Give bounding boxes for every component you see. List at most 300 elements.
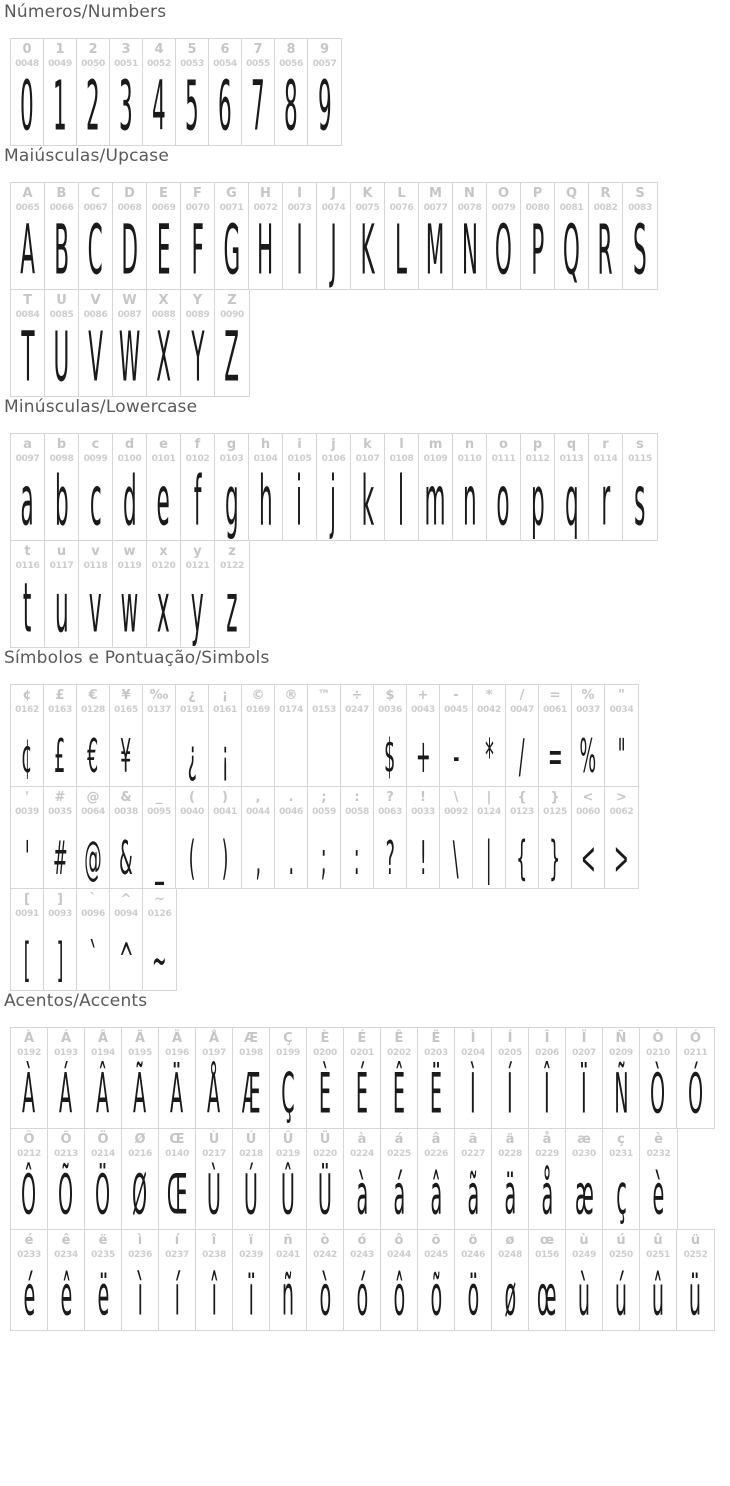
font-glyph: _ [154, 831, 164, 886]
glyph-cell-header [381, 1230, 417, 1261]
glyph-cell-header [110, 787, 142, 818]
char-label: $ [385, 688, 395, 703]
char-code: 0249 [572, 1250, 596, 1260]
glyph-cell [176, 39, 209, 145]
glyph-area [640, 1160, 677, 1229]
glyph-area [555, 460, 588, 541]
glyph-cell-header [143, 685, 175, 716]
glyph-cell-header [209, 685, 241, 716]
char-code: 0093 [48, 909, 72, 919]
char-code: 0064 [81, 807, 105, 817]
char-code: 0054 [213, 59, 237, 69]
char-code: 0043 [411, 705, 435, 715]
char-label: \ [453, 790, 459, 805]
glyph-cell [385, 434, 419, 540]
font-glyph: õ [430, 1264, 442, 1329]
glyph-area [77, 920, 109, 990]
char-code: 0206 [535, 1048, 559, 1058]
glyph-cell [521, 434, 555, 540]
glyph-area [181, 209, 214, 290]
char-code: 0198 [239, 1048, 263, 1058]
char-code: 0192 [17, 1048, 41, 1058]
font-glyph: h [258, 460, 273, 541]
char-code: 0049 [48, 59, 72, 69]
char-label: ñ [283, 1233, 293, 1248]
font-glyph: v [89, 567, 102, 648]
char-label: ü [690, 1233, 701, 1248]
glyph-area [529, 1261, 565, 1330]
char-label: Î [544, 1031, 550, 1046]
font-glyph: Í [507, 1062, 513, 1127]
font-glyph: Ô [21, 1163, 37, 1228]
font-glyph: ¿ [187, 729, 197, 784]
glyph-area [196, 1261, 232, 1330]
glyph-area [159, 1059, 195, 1128]
char-code: 0251 [646, 1250, 670, 1260]
char-label: v [91, 544, 100, 559]
char-code: 0061 [543, 705, 567, 715]
glyph-cell [110, 685, 143, 786]
char-label: Ü [319, 1132, 331, 1147]
glyph-cell [677, 1230, 714, 1330]
font-glyph: L [395, 209, 408, 290]
char-label: í [174, 1233, 180, 1248]
glyph-cell-header [640, 1129, 677, 1160]
char-code: 0048 [15, 59, 39, 69]
glyph-cell [196, 1230, 233, 1330]
glyph-cell [351, 434, 385, 540]
font-glyph: 8 [284, 65, 298, 146]
glyph-cell [440, 787, 473, 888]
glyph-cell [308, 39, 341, 145]
char-label: x [159, 544, 168, 559]
glyph-area [113, 460, 146, 541]
glyph-cell [572, 787, 605, 888]
glyph-area [381, 1160, 417, 1229]
glyph-cell [77, 889, 110, 990]
font-glyph: S [633, 209, 647, 290]
section-accents [4, 991, 730, 1331]
glyph-cell [605, 787, 638, 888]
glyph-table-row [10, 182, 658, 290]
glyph-area [11, 65, 43, 146]
char-code: 0072 [253, 203, 278, 213]
char-label: À [23, 1031, 35, 1046]
char-code: 0094 [114, 909, 138, 919]
char-label: 7 [253, 42, 263, 57]
glyph-area [307, 1059, 343, 1128]
font-glyph: @ [84, 831, 102, 886]
font-glyph: W [118, 316, 141, 397]
char-code: 0246 [461, 1250, 485, 1260]
glyph-area [381, 1261, 417, 1330]
font-glyph: ú [614, 1264, 628, 1329]
char-label: 0 [22, 42, 32, 57]
char-label: S [635, 186, 645, 201]
char-code: 0248 [498, 1250, 522, 1260]
char-label: Ù [208, 1132, 220, 1147]
char-label: _ [155, 790, 163, 805]
char-label: ( [189, 790, 195, 805]
glyph-cell-header [143, 889, 176, 920]
char-label: œ [539, 1233, 555, 1248]
glyph-cell [407, 685, 440, 786]
glyph-area [603, 1160, 639, 1229]
font-glyph: Û [280, 1163, 296, 1228]
glyph-area [44, 716, 76, 786]
glyph-cell-header [492, 1230, 528, 1261]
glyph-area [48, 1160, 84, 1229]
glyph-area [159, 1261, 195, 1330]
glyph-cell-header [640, 1028, 676, 1059]
glyph-cell-header [572, 787, 604, 818]
glyph-cell [529, 1028, 566, 1128]
font-glyph: ) [221, 831, 229, 886]
char-code: 0055 [246, 59, 270, 69]
glyph-area [506, 818, 538, 888]
font-glyph: Ï [581, 1062, 587, 1127]
char-code: 0058 [345, 807, 369, 817]
glyph-cell-header [506, 685, 538, 716]
font-glyph: Ò [650, 1062, 666, 1127]
font-glyph: 1 [53, 65, 67, 146]
glyph-area [44, 920, 76, 990]
char-code: 0059 [312, 807, 336, 817]
font-glyph: I [296, 209, 303, 290]
char-label: V [90, 293, 101, 308]
glyph-cell-header [381, 1028, 417, 1059]
font-glyph: 2 [86, 65, 100, 146]
glyph-cell-header [11, 787, 43, 818]
glyph-area [79, 460, 112, 541]
char-label: j [331, 437, 336, 452]
glyph-cell [487, 434, 521, 540]
char-code: 0229 [535, 1149, 559, 1159]
glyph-area [455, 1160, 491, 1229]
glyph-area [249, 209, 282, 290]
char-label: Ç [283, 1031, 293, 1046]
glyph-cell [555, 434, 589, 540]
char-code: 0174 [279, 705, 303, 715]
glyph-cell [79, 541, 113, 647]
font-glyph: g [224, 460, 239, 541]
glyph-cell [677, 1028, 714, 1128]
glyph-cell [308, 685, 341, 786]
char-label: R [600, 186, 611, 201]
char-code: 0110 [457, 454, 482, 464]
glyph-area [181, 316, 214, 397]
font-glyph: & [119, 831, 133, 886]
char-label: 5 [187, 42, 197, 57]
glyph-cell-header [11, 1028, 47, 1059]
char-label: T [23, 293, 32, 308]
char-label: ^ [120, 892, 132, 907]
glyph-cell [159, 1129, 196, 1229]
char-code: 0035 [48, 807, 72, 817]
glyph-area [566, 1261, 602, 1330]
font-glyph: 6 [218, 65, 232, 146]
glyph-table-row [10, 433, 658, 541]
char-label: i [297, 437, 302, 452]
glyph-cell [344, 1028, 381, 1128]
glyph-area [48, 1261, 84, 1330]
glyph-cell-header [242, 685, 274, 716]
glyph-area [110, 716, 142, 786]
char-code: 0137 [147, 705, 171, 715]
char-code: 0233 [17, 1250, 41, 1260]
font-glyph: ô [393, 1264, 405, 1329]
glyph-area [11, 1261, 47, 1330]
glyph-cell [589, 183, 623, 289]
char-code: 0224 [350, 1149, 374, 1159]
glyph-cell [418, 1230, 455, 1330]
glyph-cell-header [176, 787, 208, 818]
glyph-cell [566, 1129, 603, 1229]
font-glyph: ñ [281, 1264, 295, 1329]
glyph-cell [85, 1230, 122, 1330]
font-glyph: ò [319, 1264, 331, 1329]
glyph-area [492, 1261, 528, 1330]
char-label: ‰ [149, 688, 169, 703]
glyph-area [85, 1160, 121, 1229]
font-glyph: 9 [317, 65, 332, 146]
glyph-area [640, 1059, 676, 1128]
glyph-area [233, 1160, 269, 1229]
char-code: 0111 [491, 454, 516, 464]
char-label: m [428, 437, 443, 452]
char-code: 0085 [49, 310, 74, 320]
char-code: 0126 [147, 909, 172, 919]
glyph-area [307, 1160, 343, 1229]
font-glyph: ã [467, 1163, 479, 1228]
glyph-area [492, 1059, 528, 1128]
glyph-cell [147, 183, 181, 289]
char-code: 0205 [498, 1048, 522, 1058]
char-label: ï [248, 1233, 254, 1248]
char-code: 0247 [345, 705, 369, 715]
char-label: ã [468, 1132, 478, 1147]
font-glyph: æ [574, 1163, 594, 1228]
char-label: u [56, 544, 67, 559]
glyph-cell [275, 685, 308, 786]
glyph-area [44, 65, 76, 146]
char-code: 0201 [350, 1048, 374, 1058]
font-glyph: è [652, 1163, 665, 1228]
glyph-cell [270, 1129, 307, 1229]
font-glyph: # [52, 831, 68, 886]
char-label: : [354, 790, 360, 805]
glyph-cell [418, 1129, 455, 1229]
font-glyph: â [430, 1163, 442, 1228]
font-glyph: Ø [132, 1163, 148, 1228]
glyph-cell [233, 1230, 270, 1330]
glyph-cell-header [233, 1230, 269, 1261]
font-glyph: Y [190, 316, 205, 397]
glyph-cell [374, 787, 407, 888]
char-code: 0050 [81, 59, 105, 69]
glyph-area [572, 818, 604, 888]
char-label: N [464, 186, 475, 201]
char-code: 0074 [321, 203, 346, 213]
char-label: B [56, 186, 67, 201]
char-code: 0220 [313, 1149, 337, 1159]
glyph-area [317, 460, 350, 541]
char-label: s [636, 437, 644, 452]
glyph-cell [11, 685, 44, 786]
char-label: å [542, 1132, 552, 1147]
char-code: 0117 [49, 561, 74, 571]
font-glyph: Ê [392, 1062, 406, 1127]
glyph-area [215, 316, 249, 397]
char-label: ò [320, 1233, 330, 1248]
font-glyph: x [157, 567, 170, 648]
glyph-area [122, 1261, 158, 1330]
char-code: 0250 [609, 1250, 633, 1260]
font-glyph: H [257, 209, 274, 290]
glyph-cell [147, 434, 181, 540]
glyph-cell [529, 1230, 566, 1330]
glyph-area [176, 65, 208, 146]
glyph-cell-header [308, 685, 340, 716]
char-code: 0081 [559, 203, 584, 213]
glyph-cell [209, 685, 242, 786]
glyph-area [341, 716, 373, 786]
char-label: P [532, 186, 543, 201]
char-code: 0194 [91, 1048, 115, 1058]
font-glyph: û [651, 1264, 665, 1329]
glyph-cell-header [566, 1028, 602, 1059]
char-code: 0099 [83, 454, 108, 464]
glyph-cell-header [233, 1129, 269, 1160]
char-label: Ï [581, 1031, 587, 1046]
glyph-area [209, 818, 241, 888]
glyph-cell [143, 39, 176, 145]
glyph-area [77, 65, 109, 146]
char-code: 0209 [609, 1048, 633, 1058]
glyph-cell-header [566, 1129, 602, 1160]
glyph-area [270, 1160, 306, 1229]
glyph-cell [113, 290, 147, 396]
char-label: H [260, 186, 271, 201]
font-glyph: ç [615, 1163, 627, 1228]
glyph-cell-header [307, 1028, 343, 1059]
glyph-cell [77, 685, 110, 786]
glyph-cell [159, 1028, 196, 1128]
glyph-cell [77, 39, 110, 145]
glyph-cell-header [341, 685, 373, 716]
font-glyph: ù [577, 1264, 591, 1329]
font-glyph: r [601, 460, 610, 541]
glyph-area [143, 818, 175, 888]
glyph-cell-header [418, 1129, 454, 1160]
glyph-cell-header [122, 1230, 158, 1261]
glyph-area [85, 1261, 121, 1330]
char-label: = [549, 688, 561, 703]
font-glyph: E [156, 209, 171, 290]
glyph-cell [640, 1230, 677, 1330]
glyph-area [492, 1160, 528, 1229]
glyph-cell [181, 290, 215, 396]
glyph-area [589, 460, 622, 541]
glyph-area [48, 1059, 84, 1128]
glyph-cell-header [539, 685, 571, 716]
char-label: Õ [60, 1132, 72, 1147]
glyph-cell [11, 183, 45, 289]
glyph-cell [79, 434, 113, 540]
glyph-table-lowercase [10, 433, 730, 648]
glyph-cell [242, 685, 275, 786]
char-code: 0040 [180, 807, 204, 817]
font-glyph: [ [23, 933, 31, 988]
font-glyph: Õ [58, 1163, 74, 1228]
char-label: Ë [431, 1031, 441, 1046]
glyph-cell [209, 787, 242, 888]
font-glyph: 5 [185, 65, 199, 146]
glyph-cell [455, 1230, 492, 1330]
glyph-cell [440, 685, 473, 786]
glyph-area [344, 1261, 380, 1330]
glyph-cell [110, 787, 143, 888]
glyph-area [473, 818, 505, 888]
char-label: ` [89, 892, 97, 907]
char-label: l [399, 437, 404, 452]
glyph-cell [487, 183, 521, 289]
glyph-cell [603, 1230, 640, 1330]
glyph-cell-header [605, 787, 638, 818]
glyph-cell [455, 1129, 492, 1229]
glyph-area [113, 316, 146, 397]
char-code: 0234 [54, 1250, 78, 1260]
font-glyph: f [193, 460, 202, 541]
glyph-cell-header [473, 685, 505, 716]
char-label: û [653, 1233, 663, 1248]
glyph-area [275, 65, 307, 146]
char-code: 0210 [646, 1048, 670, 1058]
char-code: 0153 [312, 705, 336, 715]
glyph-area [249, 460, 282, 541]
glyph-cell [147, 541, 181, 647]
font-glyph: l [398, 460, 405, 541]
glyph-area [473, 716, 505, 786]
char-code: 0080 [525, 203, 550, 213]
char-label: k [363, 437, 372, 452]
section-title-numbers: Números/Numbers [4, 2, 167, 22]
char-code: 0107 [355, 454, 380, 464]
char-code: 0082 [593, 203, 618, 213]
glyph-area [45, 567, 78, 648]
glyph-cell [270, 1230, 307, 1330]
char-label: ¡ [222, 688, 228, 703]
glyph-cell [539, 787, 572, 888]
glyph-cell-header [11, 685, 43, 716]
font-glyph: í [174, 1264, 180, 1329]
font-glyph: ë [97, 1264, 109, 1329]
glyph-cell [113, 541, 147, 647]
char-label: K [362, 186, 373, 201]
char-code: 0238 [202, 1250, 226, 1260]
glyph-cell-header [341, 787, 373, 818]
glyph-cell [566, 1028, 603, 1128]
char-code: 0121 [185, 561, 210, 571]
char-code: 0225 [387, 1149, 411, 1159]
font-glyph: } [549, 831, 561, 886]
char-label: % [581, 688, 595, 703]
glyph-cell [351, 183, 385, 289]
char-code: 0033 [411, 807, 435, 817]
glyph-area [351, 209, 384, 290]
char-code: 0056 [279, 59, 303, 69]
char-label: Ô [23, 1132, 35, 1147]
